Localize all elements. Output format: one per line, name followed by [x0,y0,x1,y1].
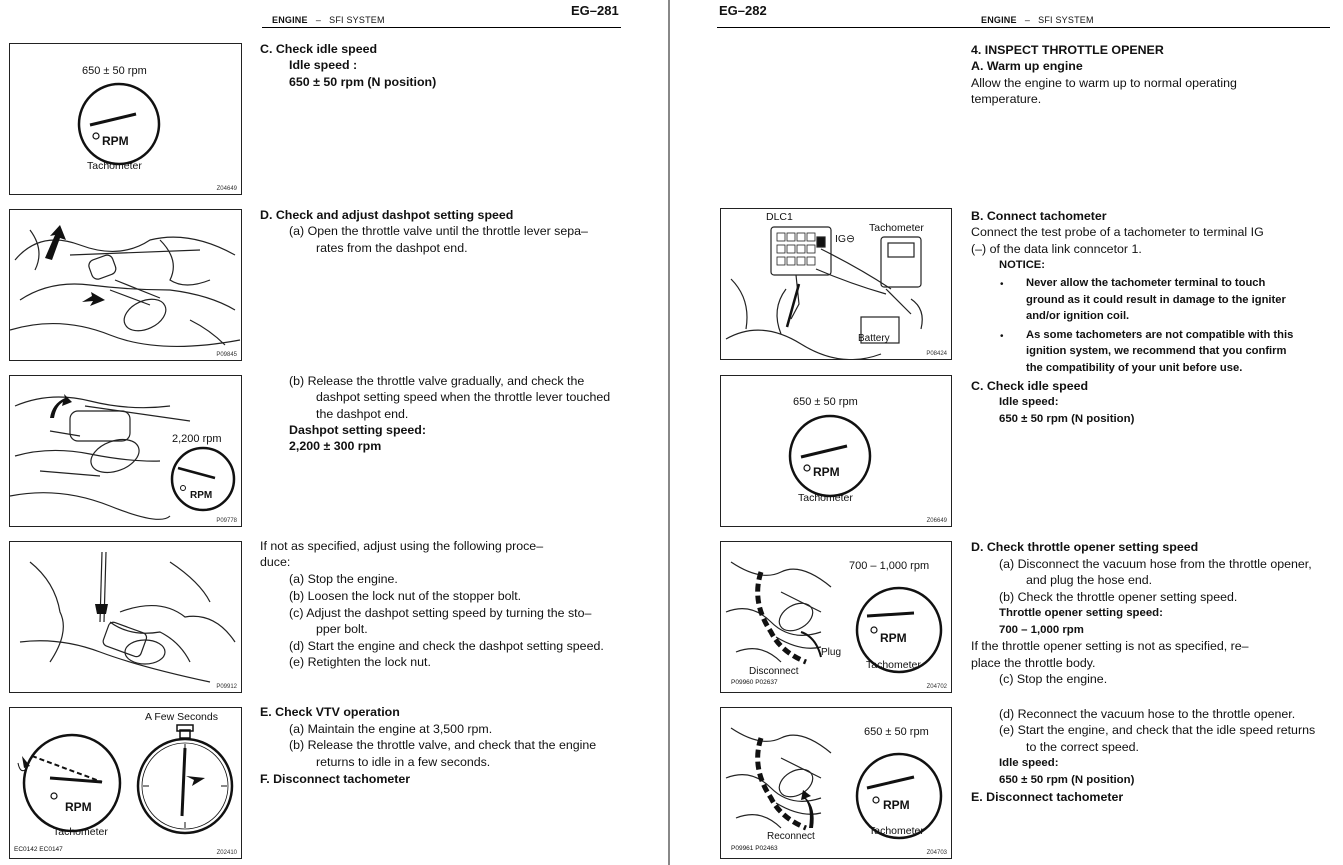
idle-spec2-value: 650 ± 50 rpm (N position) [999,774,1135,786]
tachometer-and-stopwatch-icon [10,708,241,858]
adjust-step-e: (e) Retighten the lock nut. [289,655,431,669]
figure-adjust-stopper [9,541,242,693]
idle-rpm-label: 650 ± 50 rpm [793,396,858,408]
step-e-b-line1: (b) Release the throttle valve, and check that the engine [289,738,597,752]
notice-2-line1: As some tachometers are not compatible with this [1026,329,1294,341]
step-d-b: (b) Check the throttle opener setting speed. [999,590,1238,604]
idle-spec2-label: Idle speed: [999,757,1059,769]
tachometer-caption: Tachometer [866,659,921,671]
notice-1-line2: ground as it could result in damage to the igniter [1026,294,1286,306]
adjust-step-b: (b) Loosen the lock nut of the stopper bolt. [289,589,522,603]
reconnect-label: Reconnect [767,831,815,842]
disconnect-label: Disconnect [749,666,799,677]
throttle-body-with-tach-icon [10,376,241,526]
figure-id: P09845 [216,352,237,358]
dashpot-rpm-label: 2,200 rpm [172,433,222,445]
step-d-a-line1: (a) Open the throttle valve until the throttle lever sepa– [289,224,588,238]
notice-1-line3: and/or ignition coil. [1026,310,1130,322]
figure-idle-tachometer [9,43,242,195]
step-d-title: D. Check throttle opener setting speed [971,540,1199,554]
idle-spec-value: 650 ± 50 rpm (N position) [289,75,437,89]
step-a-line1: Allow the engine to warm up to normal operating [971,76,1237,90]
dashpot-spec-label: Dashpot setting speed: [289,423,426,437]
section-4-title: 4. INSPECT THROTTLE OPENER [971,43,1164,57]
ig-terminal-label: IG⊖ [835,233,855,245]
step-c-title: C. Check idle speed [260,42,378,56]
tachometer-caption: Tachometer [53,826,108,838]
rpm-dial-label: RPM [880,631,907,645]
rpm-dial-label: RPM [102,134,129,148]
figure-dashpot-release [9,375,242,527]
step-d-a-line2: and plug the hose end. [1026,573,1153,587]
step-a-line2: temperature. [971,92,1042,106]
step-e-a: (a) Maintain the engine at 3,500 rpm. [289,722,493,736]
running-header [272,15,385,25]
figure-dashpot-open [9,209,242,361]
figure-codes: P09961 P02463 [731,845,778,852]
bullet-icon: • [1000,279,1004,290]
opener-spec-label: Throttle opener setting speed: [999,607,1163,619]
figure-throttle-opener [720,541,952,693]
tachometer-caption: Tachometer [869,825,924,837]
dlc-label: DLC1 [766,211,793,223]
notice-1-line1: Never allow the tachometer terminal to touch [1026,277,1266,289]
rpm-dial-label: RPM [65,800,92,814]
rpm-dial-label: RPM [813,465,840,479]
header-rule [262,27,621,28]
vtv-title-label: A Few Seconds [145,711,218,723]
step-b-line2: (–) of the data link conncetor 1. [971,242,1142,256]
figure-id: Z02410 [216,850,237,856]
step-d-a-line2: rates from the dashpot end. [316,241,468,255]
idle-spec-label: Idle speed: [999,396,1059,408]
step-d-b-line1: (b) Release the throttle valve gradually, and check the [289,374,585,388]
step-d-c: (c) Stop the engine. [999,672,1108,686]
tachometer-caption: Tachometer [87,160,142,172]
adjust-step-d: (d) Start the engine and check the dashpot setting speed. [289,639,604,653]
figure-tachometer-connection [720,208,952,360]
adjust-intro-line1: If not as specified, adjust using the following proce– [260,539,544,553]
adjust-step-a: (a) Stop the engine. [289,572,398,586]
step-d-e-line1: (e) Start the engine, and check that the idle speed returns [999,723,1316,737]
step-b-title: B. Connect tachometer [971,209,1107,223]
notice-2-line3: the compatibility of your unit before use. [1026,362,1243,374]
step-d-e-line2: to the correct speed. [1026,740,1139,754]
tachometer-caption: Tachometer [798,492,853,504]
step-d-d: (d) Reconnect the vacuum hose to the throttle opener. [999,707,1296,721]
header-section: ENGINE [981,15,1017,25]
page-divider [668,0,670,865]
header-system: SFI SYSTEM [329,15,385,25]
adjust-step-c-line1: (c) Adjust the dashpot setting speed by turning the sto– [289,606,592,620]
running-header [981,15,1094,25]
battery-label: Battery [858,333,890,344]
page-number: EG–281 [571,3,619,18]
rpm-dial-label: RPM [883,798,910,812]
figure-vtv-check [9,707,242,859]
figure-id: Z04703 [926,850,947,856]
step-f-title: F. Disconnect tachometer [260,772,411,786]
step-d-b-line3: the dashpot end. [316,407,409,421]
hand-adjusting-illustration-icon [10,542,241,692]
figure-vacuum-reconnect [720,707,952,859]
figure-codes: P09960 P02637 [731,679,778,686]
adjust-step-c-line2: pper bolt. [316,622,368,636]
figure-id: P08424 [926,351,947,357]
figure-idle-tachometer [720,375,952,527]
figure-id: P09912 [216,684,237,690]
tachometer-label: Tachometer [869,222,924,234]
step-b-line1: Connect the test probe of a tachometer to terminal IG [971,225,1264,239]
figure-id: P09778 [216,518,237,524]
opener-if-line1: If the throttle opener setting is not as specified, re– [971,639,1249,653]
notice-label: NOTICE: [999,259,1045,271]
bullet-icon: • [1000,331,1004,342]
step-d-title: D. Check and adjust dashpot setting speed [260,208,514,222]
step-d-a-line1: (a) Disconnect the vacuum hose from the throttle opener, [999,557,1312,571]
step-d-b-line2: dashpot setting speed when the throttle lever touched [316,390,611,404]
figure-codes: EC0142 EC0147 [14,846,63,853]
step-e-title: E. Check VTV operation [260,705,400,719]
figure-id: Z04649 [216,186,237,192]
reconnect-rpm-label: 650 ± 50 rpm [864,726,929,738]
step-c-title: C. Check idle speed [971,379,1089,393]
figure-id: Z04702 [926,684,947,690]
header-sep: – [315,15,322,25]
header-sep: – [1024,15,1031,25]
idle-spec-value: 650 ± 50 rpm (N position) [999,413,1135,425]
step-a-title: A. Warm up engine [971,59,1083,73]
rpm-dial-label: RPM [190,490,213,501]
idle-rpm-label: 650 ± 50 rpm [82,65,147,77]
step-e-b-line2: returns to idle in a few seconds. [316,755,491,769]
page-number: EG–282 [719,3,767,18]
figure-id: Z06649 [926,518,947,524]
dashpot-spec-value: 2,200 ± 300 rpm [289,439,382,453]
opener-spec-value: 700 – 1,000 rpm [999,624,1084,636]
idle-spec-label: Idle speed : [289,58,358,72]
plug-label: Plug [821,647,842,658]
opener-rpm-label: 700 – 1,000 rpm [849,560,930,572]
header-system: SFI SYSTEM [1038,15,1094,25]
adjust-intro-line2: duce: [260,555,291,569]
header-rule [717,27,1330,28]
step-e-title: E. Disconnect tachometer [971,790,1124,804]
opener-if-line2: place the throttle body. [971,656,1096,670]
throttle-body-illustration-icon [10,210,241,360]
header-section: ENGINE [272,15,308,25]
notice-2-line2: ignition system, we recommend that you confirm [1026,345,1287,357]
